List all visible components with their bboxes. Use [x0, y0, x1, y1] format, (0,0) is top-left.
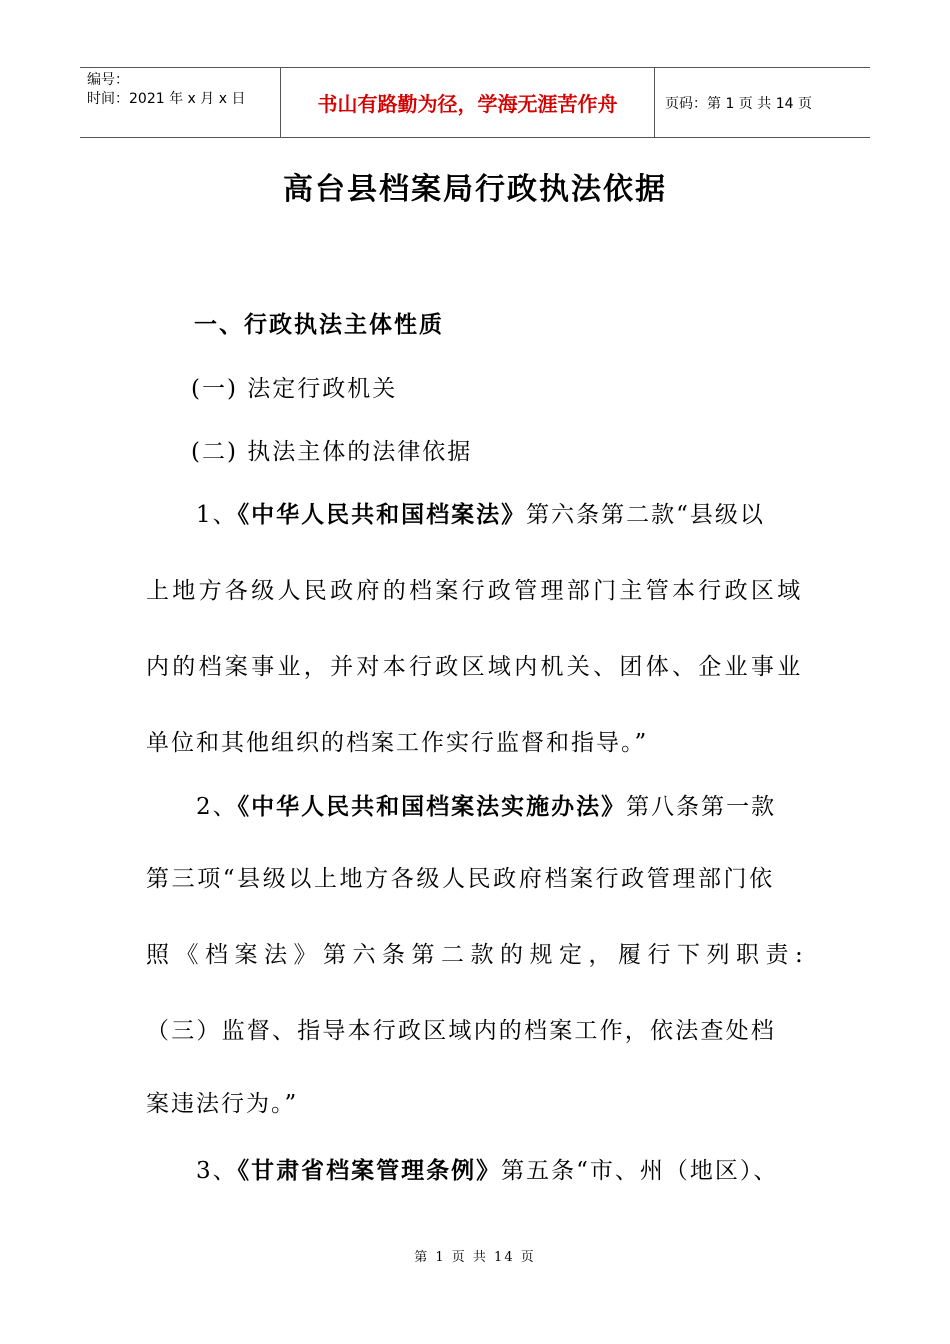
paragraph-3-line-1	[196, 1152, 778, 1185]
document-title: 高台县档案局行政执法依据	[283, 172, 667, 207]
header-meta	[80, 68, 281, 137]
paragraph-2-line-5: 案违法行为。”	[146, 1091, 299, 1117]
law-title: 《中华人民共和国档案法实施办法》	[237, 793, 627, 820]
subsection-2: (二) 执法主体的法律依据	[191, 439, 473, 465]
paragraph-text: 第五条“市、州（地区）、	[501, 1158, 779, 1184]
law-title: 《甘肃省档案管理条例》	[237, 1157, 502, 1184]
law-title: 《中华人民共和国档案法》	[237, 501, 527, 528]
paragraph-1-line-3: 内的档案事业，并对本行政区域内机关、团体、企业事业	[146, 654, 804, 680]
paragraph-text: 第八条第一款	[626, 794, 777, 820]
paragraph-2-line-3: 照《档案法》第六条第二款的规定，履行下列职责:	[146, 942, 810, 968]
page-footer: 第 1 页 共 14 页	[414, 1250, 536, 1265]
item-number: 2、	[196, 794, 238, 820]
paragraph-2-line-1	[196, 788, 776, 821]
page-header	[80, 67, 870, 138]
paragraph-1-line-4: 单位和其他组织的档案工作实行监督和指导。”	[146, 730, 649, 756]
item-number: 3、	[196, 1158, 238, 1184]
time-label: 时间：2021 年 x 月 x 日	[87, 91, 246, 107]
paragraph-2-line-4: （三）监督、指导本行政区域内的档案工作，依法查处档	[146, 1018, 776, 1044]
number-label: 编号：	[87, 72, 129, 88]
paragraph-1-line-2: 上地方各级人民政府的档案行政管理部门主管本行政区域	[146, 578, 804, 604]
header-motto: 书山有路勤为径，学海无涯苦作舟	[281, 68, 655, 137]
subsection-1: (一) 法定行政机关	[191, 376, 398, 402]
paragraph-text: 第六条第二款“县级以	[526, 502, 765, 528]
section-heading: 一、行政执法主体性质	[194, 311, 444, 338]
paragraph-1-line-1	[196, 496, 765, 529]
item-number: 1、	[196, 502, 238, 528]
header-page-info: 页码：第 1 页 共 14 页	[665, 95, 812, 112]
paragraph-2-line-2: 第三项“县级以上地方各级人民政府档案行政管理部门依	[146, 866, 775, 892]
